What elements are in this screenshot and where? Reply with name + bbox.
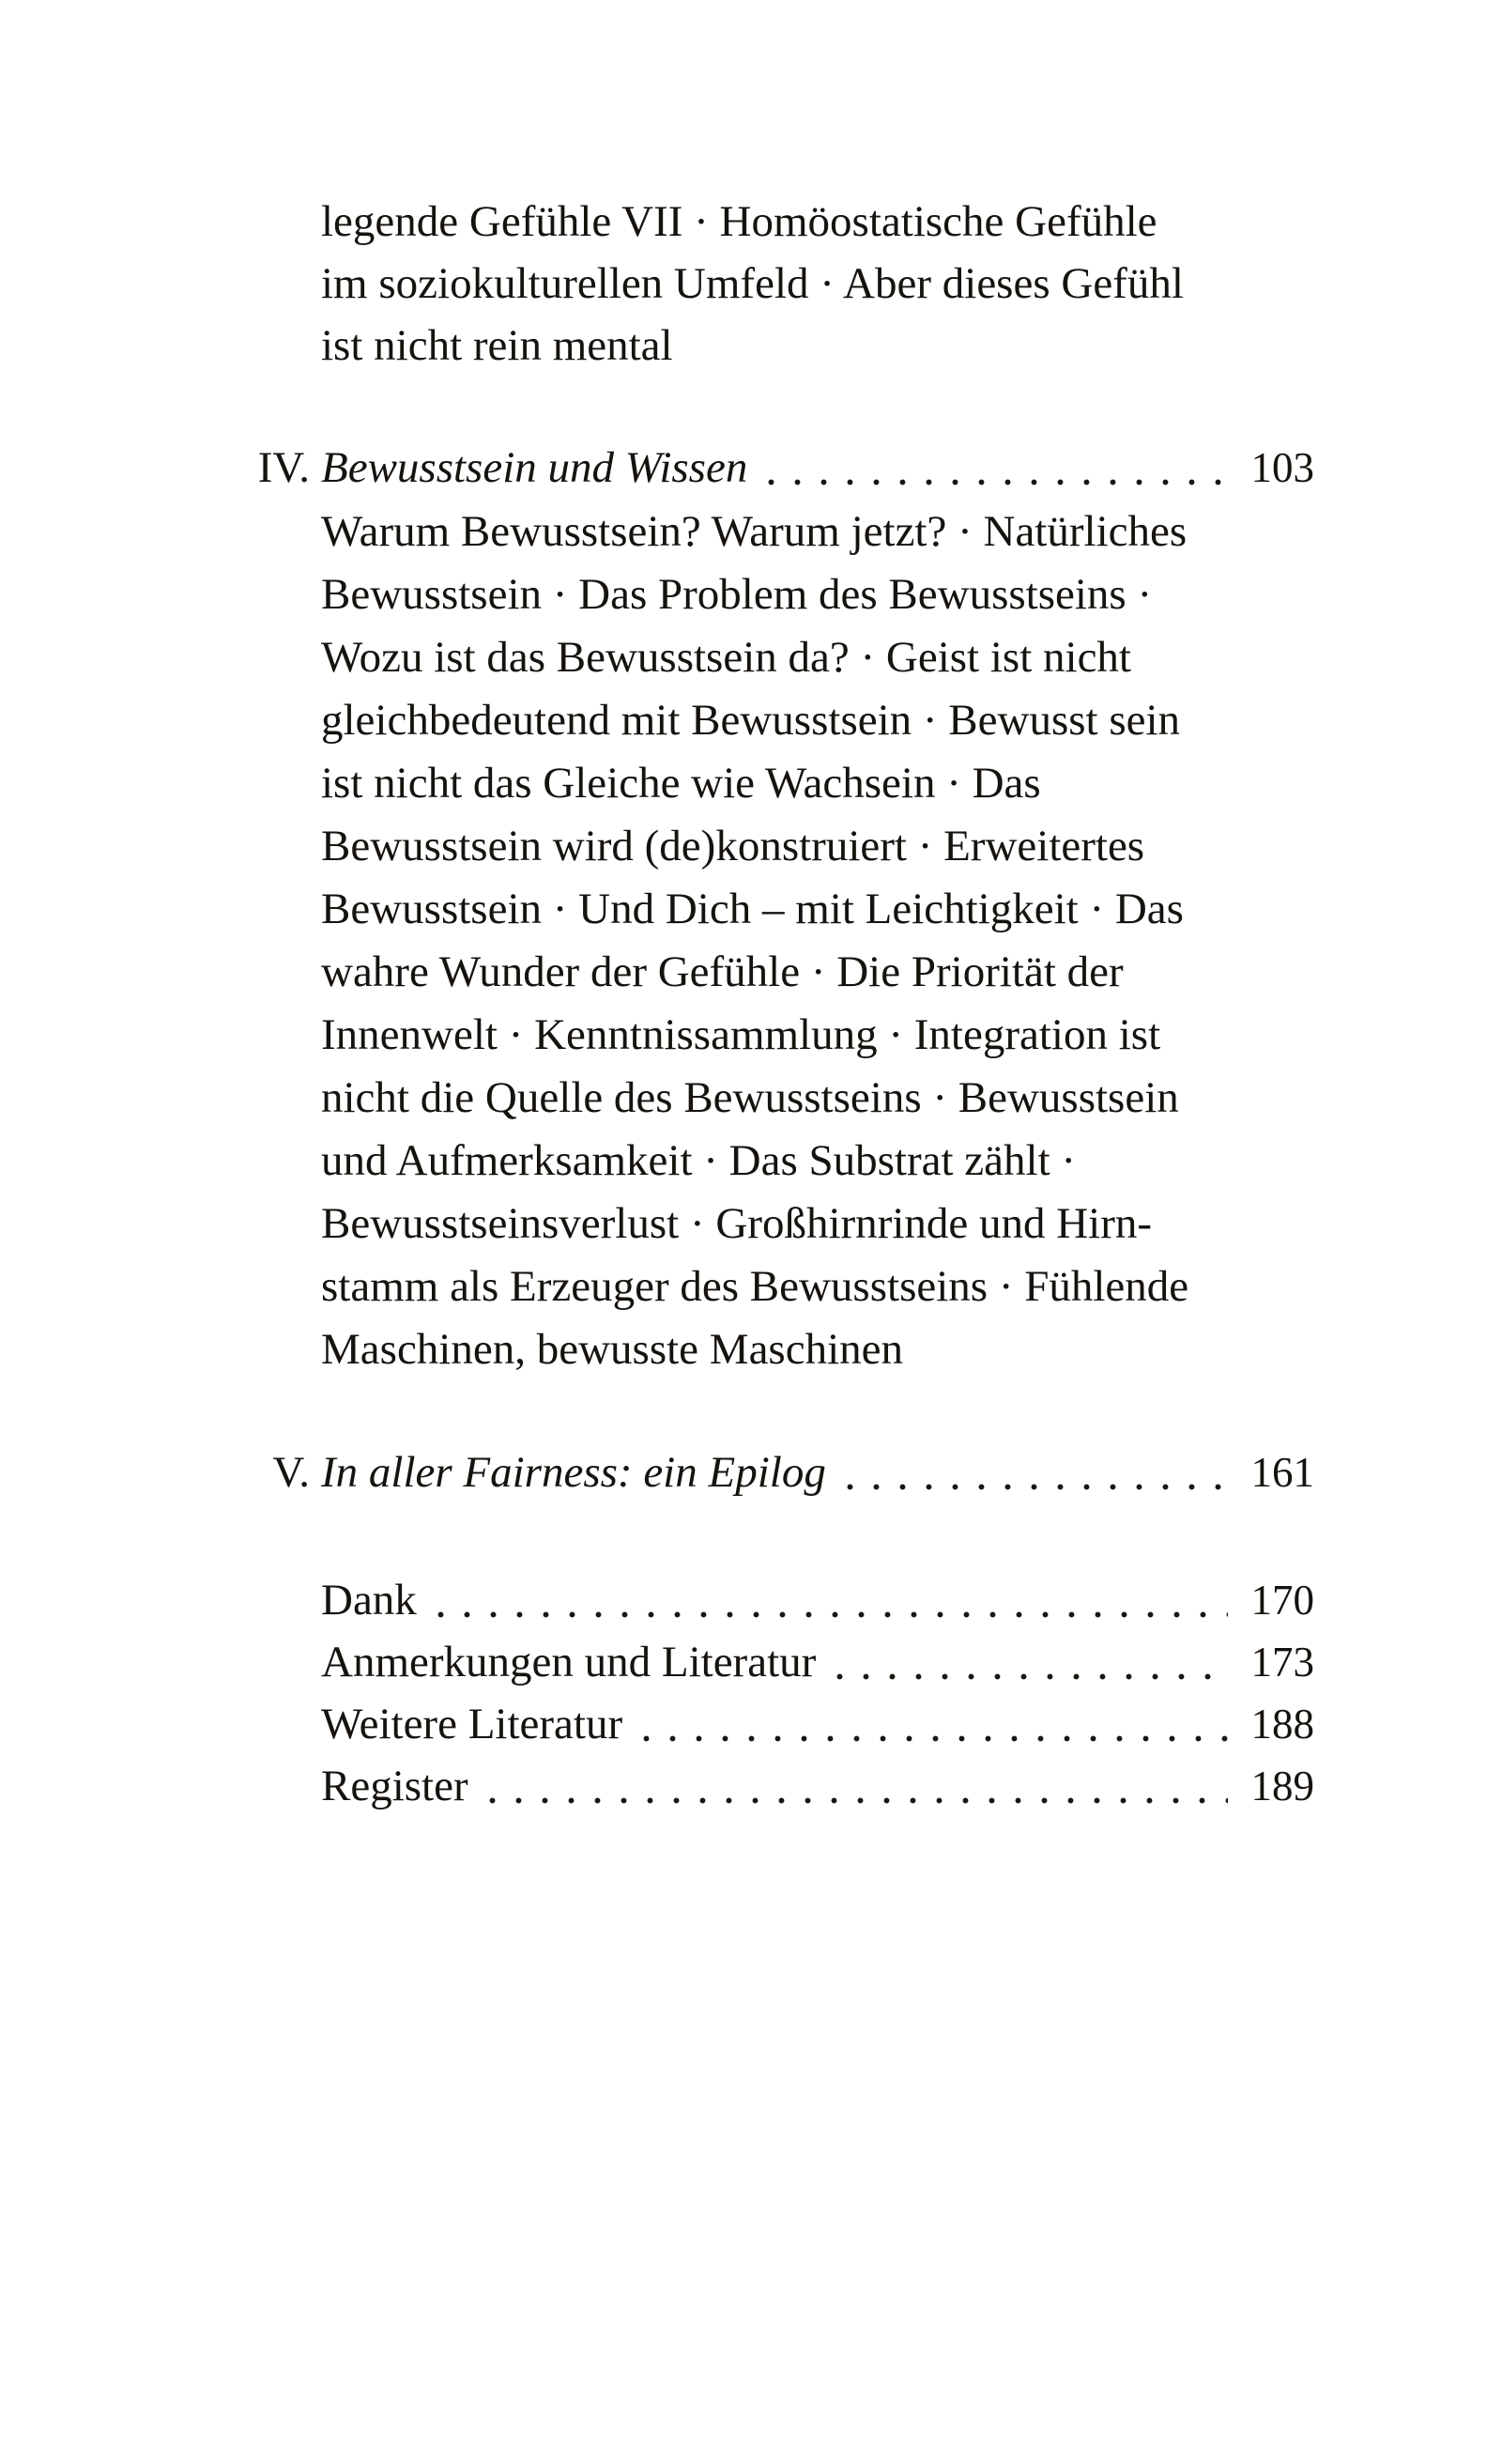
dot-leader [847,1484,1228,1490]
toc-text-line: Bewusstsein · Das Problem des Bewusstseins · [321,570,1153,619]
dot-leader [768,479,1228,485]
dot-leader [489,1797,1228,1804]
back-matter-page-number: 170 [1250,1577,1314,1624]
entry-title: In aller Fairness: ein Epilog [321,1448,826,1497]
back-matter-title: Weitere Literatur [321,1700,623,1748]
back-matter-row [321,1631,1314,1693]
toc-text-line: und Aufmerksamkeit · Das Substrat zählt · [321,1136,1077,1185]
back-matter-title: Register [321,1762,468,1810]
toc-text-line: Maschinen, bewusste Maschinen [321,1325,903,1374]
entry-numeral: V. [272,1448,310,1497]
dot-leader [836,1673,1228,1680]
entry-numeral: IV. [257,443,310,492]
toc-text-line: Wozu ist das Bewusstsein da? · Geist ist nicht [321,633,1131,682]
toc-text-line: ist nicht rein mental [321,321,673,370]
back-matter-page-number: 173 [1250,1639,1314,1686]
back-matter-row [321,1693,1314,1755]
toc-text-line: Bewusstsein · Und Dich – mit Leichtigkeit · Das [321,885,1184,933]
toc-text-line: im soziokulturellen Umfeld · Aber dieses Gefühl [321,259,1184,308]
entry-title: Bewusstsein und Wissen [321,443,748,492]
back-matter-page-number: 188 [1250,1701,1314,1748]
toc-text-line: Warum Bewusstsein? Warum jetzt? · Natürliches [321,507,1188,556]
toc-text-line: Bewusstseinsverlust · Großhirnrinde und Hirn- [321,1199,1153,1248]
toc-text-line: wahre Wunder der Gefühle · Die Priorität der [321,947,1124,996]
toc-entry-subtopics [321,500,1314,1381]
toc-entry-heading [272,1441,1314,1503]
back-matter-list [321,1569,1314,1817]
toc-entry-continuation [321,191,1314,377]
toc-text-line: ist nicht das Gleiche wie Wachsein · Das [321,759,1041,808]
entry-page-number: 161 [1250,1449,1314,1496]
table-of-contents [257,0,1314,1817]
back-matter-title: Dank [321,1576,417,1625]
toc-text-line: nicht die Quelle des Bewusstseins · Bewusstsein [321,1073,1179,1122]
toc-text-line: Innenwelt · Kenntnissammlung · Integration ist [321,1010,1161,1059]
entry-page-number: 103 [1250,444,1314,491]
back-matter-title: Anmerkungen und Literatur [321,1638,817,1686]
back-matter-page-number: 189 [1250,1763,1314,1810]
toc-text-line: Bewusstsein wird (de)konstruiert · Erweitertes [321,822,1145,870]
toc-entry-chapter-4 [257,437,1314,1381]
dot-leader [643,1735,1228,1742]
toc-text-line: stamm als Erzeuger des Bewusstseins · Fühlende [321,1262,1189,1311]
toc-entry-heading [257,437,1314,499]
toc-text-line: legende Gefühle VII · Homöostatische Gefühle [321,197,1157,246]
back-matter-row [321,1569,1314,1631]
toc-entry-chapter-5 [272,1441,1314,1503]
back-matter-row [321,1755,1314,1817]
dot-leader [437,1611,1228,1618]
toc-text-line: gleichbedeutend mit Bewusstsein · Bewusst sein [321,696,1181,745]
